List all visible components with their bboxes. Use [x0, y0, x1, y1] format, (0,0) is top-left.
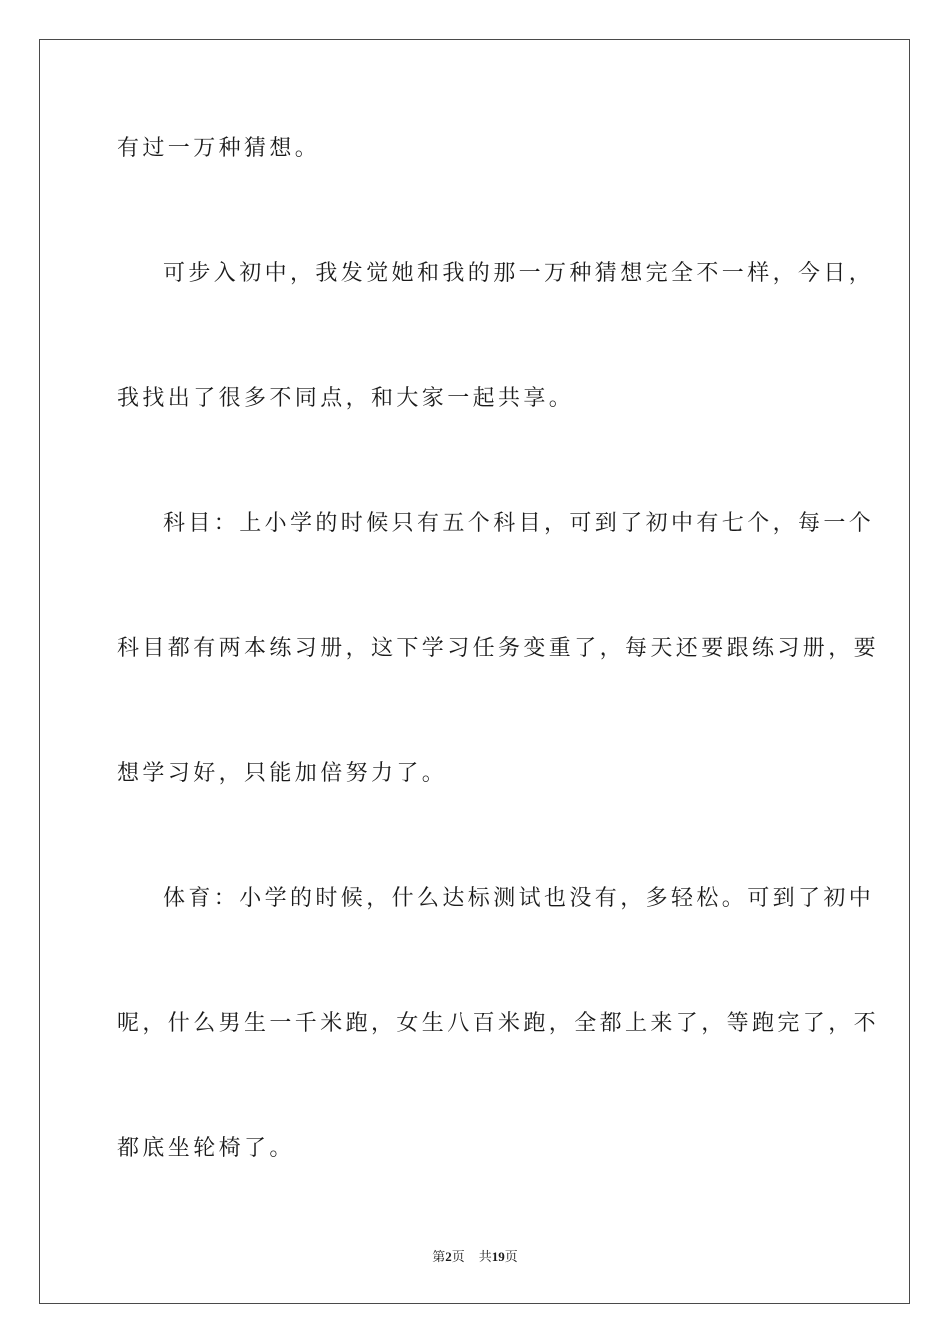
- text-line-1: 有过一万种猜想。: [117, 136, 321, 161]
- page-suffix: 页: [451, 1249, 465, 1264]
- text-line-4: 科目：上小学的时候只有五个科目，可到了初中有七个，每一个: [163, 511, 875, 536]
- text-line-2: 可步入初中，我发觉她和我的那一万种猜想完全不一样，今日，: [163, 261, 875, 286]
- page-prefix: 第: [432, 1249, 446, 1264]
- text-line-9: 都底坐轮椅了。: [117, 1136, 295, 1161]
- total-pages: 19: [491, 1249, 505, 1264]
- text-line-5: 科目都有两本练习册，这下学习任务变重了，每天还要跟练习册，要: [117, 636, 880, 661]
- text-line-3: 我找出了很多不同点，和大家一起共享。: [117, 386, 575, 411]
- text-line-6: 想学习好，只能加倍努力了。: [117, 761, 448, 786]
- page-frame: [39, 39, 910, 1304]
- page-number: 2: [445, 1249, 452, 1264]
- page-footer: [0, 1246, 950, 1265]
- total-suffix: 页: [504, 1249, 518, 1264]
- text-line-8: 呢，什么男生一千米跑，女生八百米跑，全都上来了，等跑完了，不: [117, 1011, 880, 1036]
- total-prefix: 共: [478, 1249, 492, 1264]
- text-line-7: 体育：小学的时候，什么达标测试也没有，多轻松。可到了初中: [163, 886, 875, 911]
